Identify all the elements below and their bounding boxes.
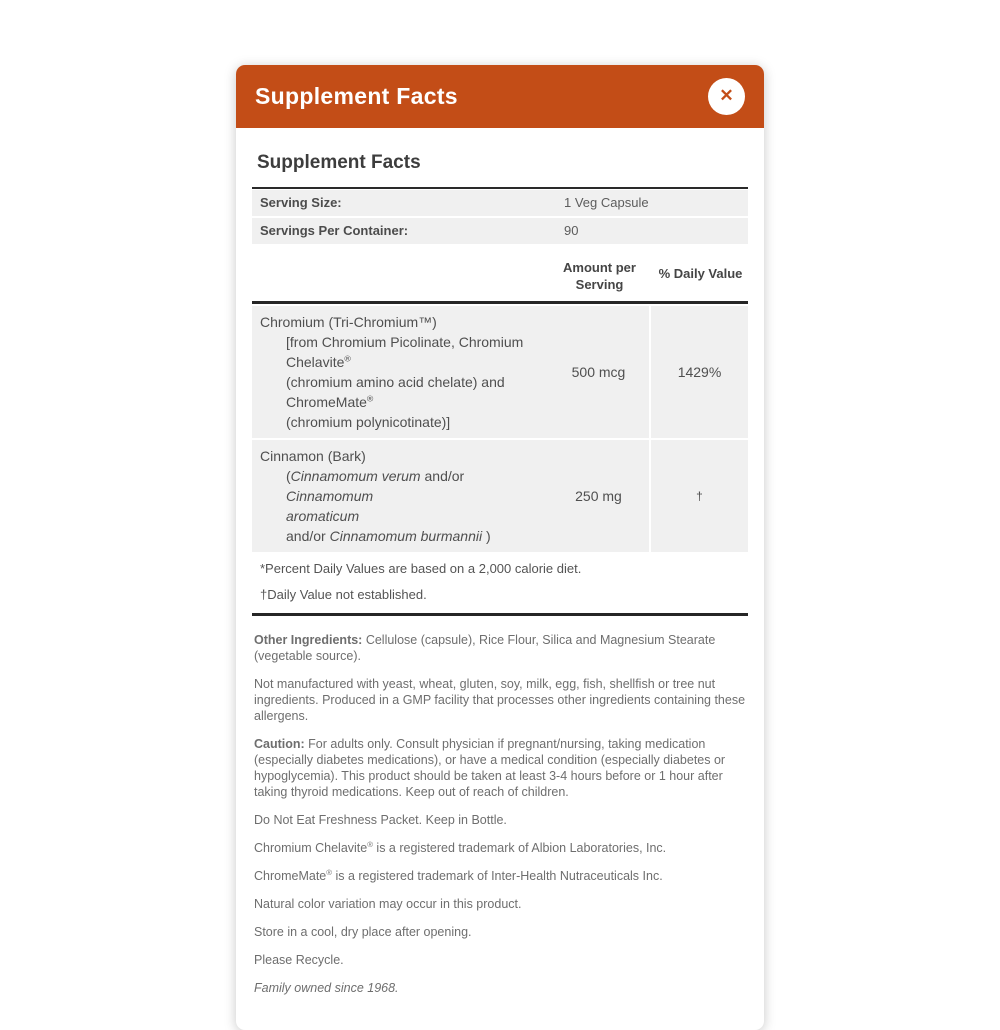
modal-body: [236, 128, 764, 1030]
ingredient-row-chromium: [252, 306, 748, 438]
modal-title: Supplement Facts: [255, 83, 458, 109]
paragraph-other-ingredients: Other Ingredients: Cellulose (capsule), Rice Flour, Silica and Magnesium Stearate (vegetable source).: [254, 633, 716, 663]
ingredient-name-cell: [252, 306, 548, 438]
ingredient-subline: and/or Cinnamomum burmannii ): [286, 528, 491, 544]
supplement-facts-modal: [236, 65, 764, 1030]
paragraph-caution: Caution: For adults only. Consult physician if pregnant/nursing, taking medication (especially diabetes medications), or have a medical condition (especially diabetes or hypoglycemia). This product should be taken at least 3-4 hours before or 1 hour after taking thyroid medications. Keep out of reach of children.: [254, 737, 726, 799]
ingredient-subline: [from Chromium Picolinate, Chromium: [286, 334, 524, 350]
paragraph-allergens: Not manufactured with yeast, wheat, gluten, soy, milk, egg, fish, shellfish or tree nut ingredients. Produced in a GMP facility that processes other ingredients containing these allergens.: [254, 677, 746, 723]
paragraph-freshness-packet: Do Not Eat Freshness Packet. Keep in Bottle.: [254, 813, 507, 827]
serving-table: [252, 187, 748, 244]
ingredient-name: Cinnamon (Bark): [260, 448, 366, 464]
serving-size-label: Serving Size:: [260, 195, 342, 210]
ingredient-daily-value: †: [696, 489, 703, 503]
close-button[interactable]: [708, 78, 745, 115]
ingredient-amount: 250 mg: [548, 440, 651, 552]
amount-column-header: [548, 259, 651, 293]
facts-heading: Supplement Facts: [257, 152, 421, 173]
ingredient-daily-value: 1429%: [677, 364, 722, 380]
paragraph-chelavite-trademark: Chromium Chelavite® is a registered trademark of Albion Laboratories, Inc.: [254, 839, 667, 855]
amount-header-line1: Amount per: [563, 260, 636, 275]
ingredient-subline: Chelavite®: [286, 353, 351, 370]
ingredient-subline: (chromium amino acid chelate) and: [286, 374, 505, 390]
daily-value-column-header: % Daily Value: [658, 266, 743, 281]
serving-size-value: 1 Veg Capsule: [564, 195, 649, 210]
paragraph-chromemate-trademark: ChromeMate® is a registered trademark of Inter-Health Nutraceuticals Inc.: [254, 867, 663, 883]
paragraph-storage: Store in a cool, dry place after opening.: [254, 925, 472, 939]
ingredient-subline: aromaticum: [286, 508, 360, 524]
ingredient-name-cell: [252, 440, 548, 552]
ingredient-row-cinnamon: [252, 440, 748, 552]
ingredient-table-header: [252, 244, 748, 304]
footnote-percent-dv: *Percent Daily Values are based on a 2,000 calorie diet.: [260, 561, 582, 576]
servings-per-container-row: [252, 218, 748, 244]
ingredient-amount: 500 mcg: [548, 306, 651, 438]
servings-per-container-value: 90: [564, 223, 579, 238]
paragraph-color-variation: Natural color variation may occur in this product.: [254, 897, 522, 911]
footnote-dv-not-established: †Daily Value not established.: [252, 582, 748, 616]
paragraph-recycle: Please Recycle.: [254, 953, 344, 967]
paragraph-family-owned: Family owned since 1968.: [254, 981, 399, 995]
disclaimer-section: [252, 616, 748, 996]
ingredient-subline: (Cinnamomum verum and/or Cinnamomum: [286, 468, 465, 504]
ingredient-subline: ChromeMate®: [286, 393, 374, 410]
modal-header: [236, 65, 764, 128]
ingredient-subline: (chromium polynicotinate)]: [286, 414, 451, 430]
servings-per-container-label: Servings Per Container:: [260, 223, 409, 238]
ingredient-table: [252, 306, 748, 552]
ingredient-name: Chromium (Tri-Chromium™): [260, 314, 437, 330]
close-icon: ✕: [719, 86, 734, 105]
serving-size-row: [252, 190, 748, 216]
amount-header-line2: Serving: [575, 277, 624, 292]
